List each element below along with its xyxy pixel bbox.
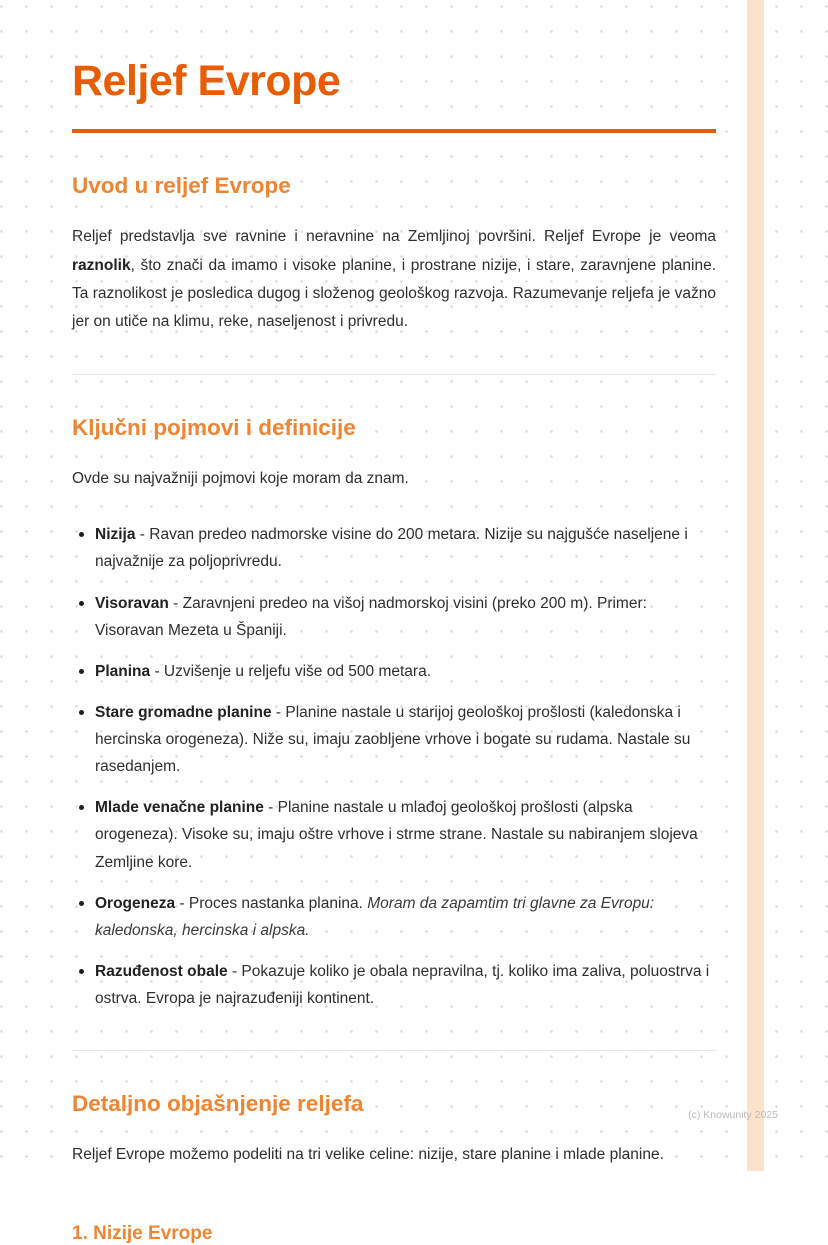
page-title: Reljef Evrope (72, 57, 341, 105)
term-label: Planina (95, 662, 151, 680)
term-body (95, 658, 431, 685)
section-heading-terms: Ključni pojmovi i definicije (72, 415, 356, 441)
term-text: - Pokazuje koliko je obala nepravilna, tj. koliko ima zaliva, poluostrva i ostrva. Evropa je najrazuđeniji kontinent. (95, 962, 710, 1008)
sub-heading-nizije: 1. Nizije Evrope (72, 1223, 213, 1245)
title-rule (72, 129, 716, 133)
term-list-item (72, 658, 716, 685)
term-list-item (72, 794, 716, 875)
term-label: Razuđenost obale (95, 962, 228, 980)
term-list-item (72, 890, 716, 944)
section-heading-detail: Detaljno objašnjenje reljefa (72, 1091, 364, 1117)
detail-paragraph: Reljef Evrope možemo podeliti na tri velike celine: nizije, stare planine i mlade planine. (72, 1146, 664, 1164)
term-body (95, 521, 716, 575)
term-body (95, 890, 716, 944)
term-text: - Proces nastanka planina. Moram da zapamtim tri glavne za Evropu: kaledonska, hercinska i alpska. (95, 894, 655, 939)
term-text: - Uzvišenje u reljefu više od 500 metara. (150, 662, 431, 680)
bullet-icon (79, 710, 84, 715)
term-text: - Ravan predeo nadmorske visine do 200 metara. Nizije su najgušće naseljene i najvažnije za poljoprivredu. (95, 526, 688, 571)
term-text: - Planine nastale u mlađoj geološkoj prošlosti (alpska orogeneza). Visoke su, imaju oštre vrhove i strme strane. Nastale su nabiranjem slojeva Zemljine kore. (95, 799, 698, 871)
section-divider (72, 1050, 716, 1051)
bullet-icon (79, 669, 84, 674)
term-list-item (72, 590, 716, 644)
term-label: Stare gromadne planine (95, 703, 272, 721)
section-heading-intro: Uvod u reljef Evrope (72, 173, 291, 199)
bullet-icon (79, 532, 84, 537)
bullet-icon (79, 901, 84, 906)
terms-list (72, 521, 716, 1012)
section-divider (72, 374, 716, 375)
terms-lead: Ovde su najvažniji pojmovi koje moram da znam. (72, 470, 409, 488)
term-list-item (72, 958, 716, 1012)
term-label: Mlade venačne planine (95, 799, 264, 817)
term-label: Visoravan (95, 594, 169, 612)
term-body (95, 958, 716, 1012)
intro-paragraph: Reljef predstavlja sve ravnine i neravnine na Zemljinoj površini. Reljef Evrope je veoma raznolik, što znači da imamo i visoke planine, i prostrane nizije, i stare, zaravnjene planine. Ta raznolikost je posledica dugog i složenog geološkog razvoja. Razumevanje reljefa je važno jer on utiče na klimu, reke, naseljenost i privredu. (72, 228, 716, 330)
page-footer: (c) Knowunity 2025 (688, 1109, 778, 1121)
bullet-icon (79, 805, 84, 810)
term-body (95, 794, 716, 875)
bullet-icon (79, 969, 84, 974)
term-text: - Zaravnjeni predeo na višoj nadmorskoj visini (preko 200 m). Primer: Visoravan Mezeta u Španiji. (95, 594, 647, 639)
term-label: Nizija (95, 526, 136, 544)
term-body (95, 699, 716, 780)
term-label: Orogeneza (95, 894, 176, 912)
term-text: - Planine nastale u starijoj geološkoj prošlosti (kaledonska i hercinska orogeneza). Niže su, imaju zaobljene vrhove i bogate su rudama. Nastale su rasedanjem. (95, 703, 691, 776)
term-list-item (72, 521, 716, 575)
bullet-icon (79, 601, 84, 606)
term-list-item (72, 699, 716, 780)
term-body (95, 590, 716, 644)
